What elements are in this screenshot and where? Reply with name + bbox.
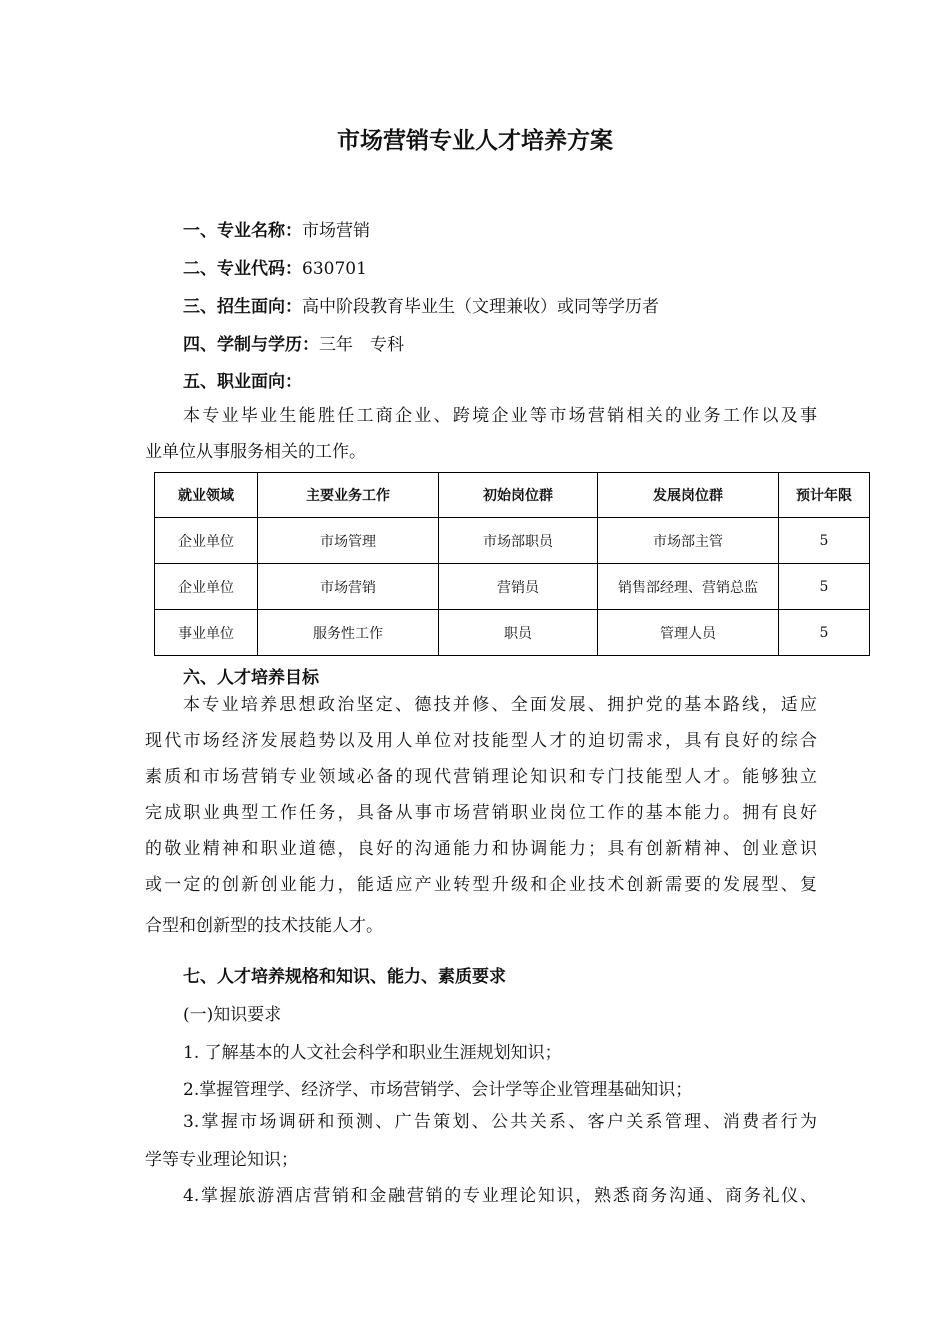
section6-line: 现代市场经济发展趋势以及用人单位对技能型人才的迫切需求，具有良好的综合 xyxy=(145,731,817,751)
table-row xyxy=(155,564,870,610)
table-cell: 服务性工作 xyxy=(258,610,439,656)
table-cell: 营销员 xyxy=(439,564,598,610)
job-table xyxy=(154,472,870,656)
table-cell: 市场营销 xyxy=(258,564,439,610)
table-header: 就业领域 xyxy=(155,473,258,518)
section6-line: 完成职业典型工作任务，具备从事市场营销职业岗位工作的基本能力。拥有良好 xyxy=(145,803,817,823)
knowledge-item: 1. 了解基本的人文社会科学和职业生涯规划知识； xyxy=(183,1043,562,1063)
table-header-row xyxy=(155,473,870,518)
table-cell: 5 xyxy=(779,518,870,564)
table-cell: 企业单位 xyxy=(155,518,258,564)
knowledge-item: 4.掌握旅游酒店营销和金融营销的专业理论知识，熟悉商务沟通、商务礼仪、 xyxy=(183,1186,817,1206)
field-duration: 四、学制与学历：三年 专科 xyxy=(183,335,404,355)
field-major-name: 一、专业名称：市场营销 xyxy=(183,221,370,241)
section6-line: 的敬业精神和职业道德，良好的沟通能力和协调能力；具有创新精神、创业意识 xyxy=(145,839,817,859)
table-cell: 职员 xyxy=(439,610,598,656)
table-header: 发展岗位群 xyxy=(598,473,779,518)
table-cell: 企业单位 xyxy=(155,564,258,610)
section6-line: 或一定的创新创业能力，能适应产业转型升级和企业技术创新需要的发展型、复 xyxy=(145,875,817,895)
section7-heading: 七、人才培养规格和知识、能力、素质要求 xyxy=(183,967,506,987)
career-text-line1: 本专业毕业生能胜任工商企业、跨境企业等市场营销相关的业务工作以及事 xyxy=(183,406,817,426)
knowledge-item: 3.掌握市场调研和预测、广告策划、公共关系、客户关系管理、消费者行为 xyxy=(183,1112,817,1132)
table-header: 预计年限 xyxy=(779,473,870,518)
table-row xyxy=(155,610,870,656)
knowledge-item: 2.掌握管理学、经济学、市场营销学、会计学等企业管理基础知识； xyxy=(183,1080,693,1100)
section7-subheading: (一)知识要求 xyxy=(183,1005,282,1025)
field-enrollment: 三、招生面向：高中阶段教育毕业生（文理兼收）或同等学历者 xyxy=(183,297,659,317)
table-cell: 市场部主管 xyxy=(598,518,779,564)
section6-line: 合型和创新型的技术技能人才。 xyxy=(145,916,383,936)
knowledge-item-cont: 学等专业理论知识； xyxy=(145,1150,298,1170)
section6-line: 素质和市场营销专业领域必备的现代营销理论知识和专门技能型人才。能够独立 xyxy=(145,767,817,787)
table-header: 主要业务工作 xyxy=(258,473,439,518)
document-title: 市场营销专业人才培养方案 xyxy=(337,128,613,154)
table-cell: 5 xyxy=(779,610,870,656)
table-cell: 事业单位 xyxy=(155,610,258,656)
table-cell: 销售部经理、营销总监 xyxy=(598,564,779,610)
section6-heading: 六、人才培养目标 xyxy=(183,668,319,688)
table-cell: 5 xyxy=(779,564,870,610)
table-cell: 市场管理 xyxy=(258,518,439,564)
table-header: 初始岗位群 xyxy=(439,473,598,518)
table-cell: 管理人员 xyxy=(598,610,779,656)
field-career: 五、职业面向： xyxy=(183,372,302,392)
section6-line: 本专业培养思想政治坚定、德技并修、全面发展、拥护党的基本路线，适应 xyxy=(183,695,817,715)
table-cell: 市场部职员 xyxy=(439,518,598,564)
field-major-code: 二、专业代码：630701 xyxy=(183,259,367,279)
table-row xyxy=(155,518,870,564)
career-text-line2: 业单位从事服务相关的工作。 xyxy=(145,442,366,462)
